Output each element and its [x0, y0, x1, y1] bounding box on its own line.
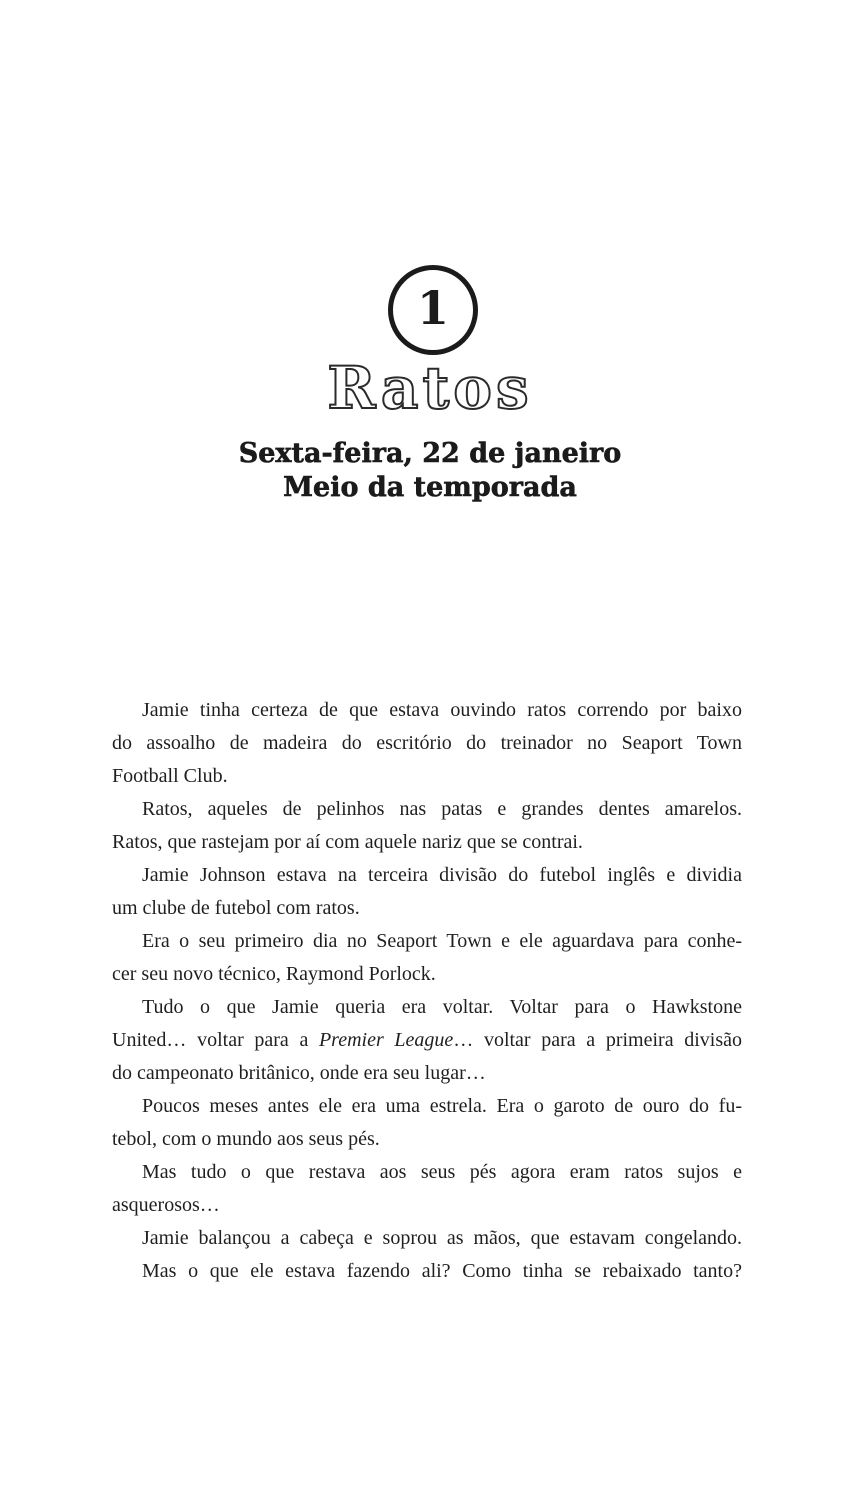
text-segment: asquerosos…	[112, 1194, 220, 1216]
body-paragraph	[112, 859, 742, 925]
text-line	[112, 892, 742, 925]
chapter-season-line: Meio da temporada	[283, 472, 577, 503]
text-line	[112, 826, 742, 859]
body-paragraph	[112, 1255, 742, 1288]
text-line	[112, 1189, 742, 1222]
text-line	[112, 1156, 742, 1189]
text-line	[112, 859, 742, 892]
chapter-number: 1	[416, 281, 449, 335]
text-segment: do assoalho de madeira do escritório do treinador no Seaport Town	[112, 732, 742, 754]
text-segment: … voltar para a primeira divisão	[453, 1029, 742, 1051]
body-paragraph	[112, 1090, 742, 1156]
body-paragraph	[112, 991, 742, 1090]
text-line	[112, 925, 742, 958]
text-segment: Mas o que ele estava fazendo ali? Como tinha se rebaixado tanto?	[142, 1260, 742, 1282]
chapter-subtitle	[110, 437, 750, 505]
text-segment: Tudo o que Jamie queria era voltar. Voltar para o Hawkstone	[142, 996, 742, 1018]
text-segment: tebol, com o mundo aos seus pés.	[112, 1128, 380, 1150]
text-segment: Poucos meses antes ele era uma estrela. Era o garoto de ouro do fu-	[142, 1095, 742, 1117]
body-paragraph	[112, 694, 742, 793]
text-line	[112, 1123, 742, 1156]
body-paragraph	[112, 925, 742, 991]
text-line	[112, 760, 742, 793]
text-line	[112, 1222, 742, 1255]
text-line	[112, 1090, 742, 1123]
text-segment: Football Club.	[112, 765, 228, 787]
text-line	[112, 991, 742, 1024]
text-segment: cer seu novo técnico, Raymond Porlock.	[112, 963, 436, 985]
text-segment: United… voltar para a	[112, 1029, 319, 1051]
text-line	[112, 694, 742, 727]
text-segment: Jamie tinha certeza de que estava ouvindo ratos correndo por baixo	[142, 699, 742, 721]
chapter-title: Ratos	[327, 354, 533, 422]
text-segment: Jamie balançou a cabeça e soprou as mãos, que estavam congelando.	[142, 1227, 742, 1249]
text-segment: Mas tudo o que restava aos seus pés agora eram ratos sujos e	[142, 1161, 742, 1183]
chapter-date-line: Sexta-feira, 22 de janeiro	[238, 438, 622, 469]
text-line	[112, 793, 742, 826]
text-line	[112, 958, 742, 991]
body-paragraph	[112, 1222, 742, 1255]
chapter-body	[112, 694, 742, 1288]
text-line	[112, 1024, 742, 1057]
text-segment: Era o seu primeiro dia no Seaport Town e ele aguardava para conhe-	[142, 930, 742, 952]
text-segment: Ratos, aqueles de pelinhos nas patas e grandes dentes amarelos.	[142, 798, 742, 820]
body-paragraph	[112, 793, 742, 859]
text-segment: do campeonato britânico, onde era seu lugar…	[112, 1062, 486, 1084]
text-segment: um clube de futebol com ratos.	[112, 897, 360, 919]
text-segment: Ratos, que rastejam por aí com aquele nariz que se contrai.	[112, 831, 583, 853]
text-line	[112, 727, 742, 760]
text-segment: Jamie Johnson estava na terceira divisão do futebol inglês e dividia	[142, 864, 742, 886]
chapter-number-badge	[388, 265, 478, 355]
text-line	[112, 1255, 742, 1288]
text-line	[112, 1057, 742, 1090]
italic-text: Premier League	[318, 1029, 454, 1051]
body-paragraph	[112, 1156, 742, 1222]
